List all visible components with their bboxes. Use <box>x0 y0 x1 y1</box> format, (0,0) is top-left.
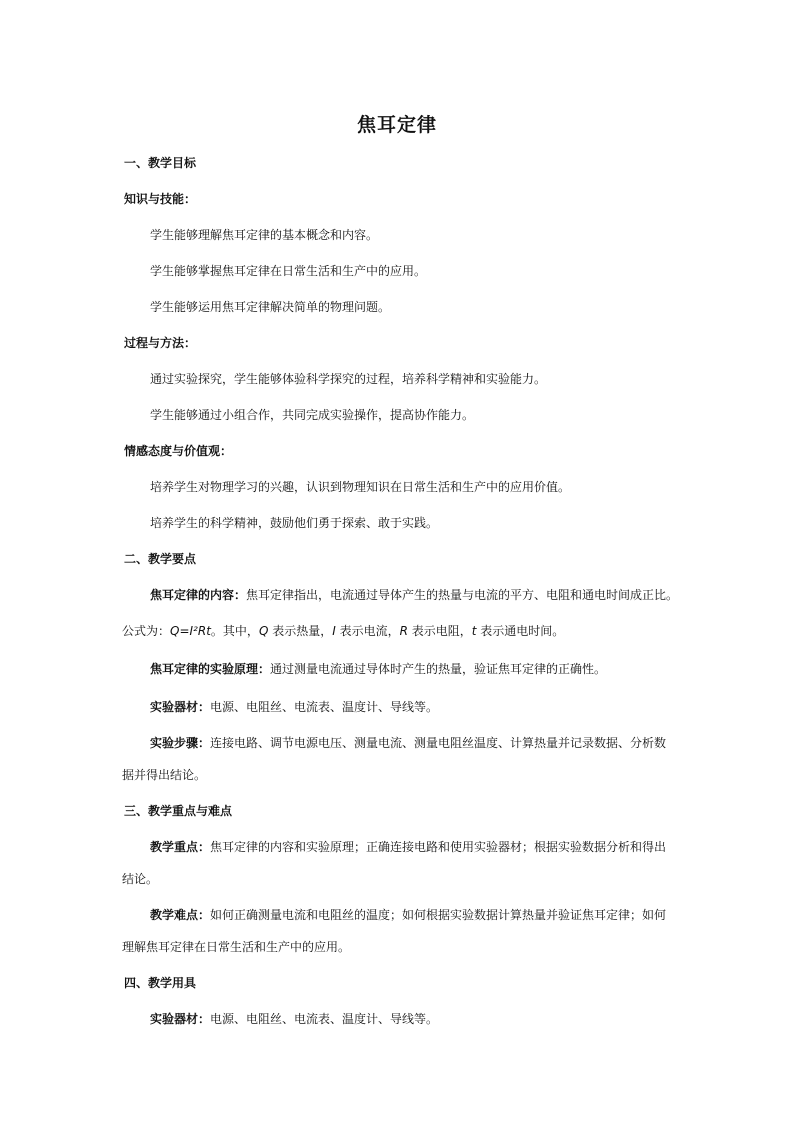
steps-text: 连接电路、调节电源电压、测量电流、测量电阻丝温度、计算热量并记录数据、分析数 <box>210 736 667 750</box>
formula-prefix: 公式为： <box>122 624 171 638</box>
section-heading-tools: 四、教学用具 <box>124 976 197 990</box>
var-q-desc: 表示热量， <box>268 624 333 638</box>
difficult-text: 如何正确测量电流和电阻丝的温度；如何根据实验数据计算热量并验证焦耳定律；如何 <box>210 908 667 922</box>
section-heading-key-points: 二、教学要点 <box>124 552 197 566</box>
section-heading-focus: 三、教学重点与难点 <box>124 804 233 818</box>
key-label: 教学重点： <box>150 840 211 854</box>
principle-label: 焦耳定律的实验原理： <box>150 662 271 676</box>
document-title: 焦耳定律 <box>356 114 437 136</box>
paragraph-principle <box>150 661 606 677</box>
content-text: 焦耳定律指出，电流通过导体产生的热量与电流的平方、电阻和通电时间成正比。 <box>246 588 679 602</box>
principle-text: 通过测量电流通过导体时产生的热量，验证焦耳定律的正确性。 <box>270 662 607 676</box>
paragraph-equipment <box>150 699 438 715</box>
paragraph-content <box>150 587 678 603</box>
key-text-continued: 结论。 <box>122 872 159 886</box>
var-t: t <box>471 624 477 638</box>
subheading-process: 过程与方法： <box>124 336 197 350</box>
attitude-item-1: 培养学生对物理学习的兴趣，认识到物理知识在日常生活和生产中的应用价值。 <box>150 480 571 494</box>
formula: Q=I²Rt <box>170 624 211 638</box>
process-item-1: 通过实验探究，学生能够体验科学探究的过程，培养科学精神和实验能力。 <box>150 372 547 386</box>
difficult-label: 教学难点： <box>150 908 211 922</box>
var-r-desc: 表示电阻， <box>407 624 472 638</box>
knowledge-item-1: 学生能够理解焦耳定律的基本概念和内容。 <box>150 228 379 242</box>
section-heading-objectives: 一、教学目标 <box>124 156 197 170</box>
var-i-desc: 表示电流， <box>335 624 400 638</box>
subheading-attitude: 情感态度与价值观： <box>124 444 233 458</box>
var-r: R <box>399 624 408 638</box>
knowledge-item-3: 学生能够运用焦耳定律解决简单的物理问题。 <box>150 300 391 314</box>
steps-label: 实验步骤： <box>150 736 211 750</box>
attitude-item-2: 培养学生的科学精神，鼓励他们勇于探索、敢于实践。 <box>150 516 439 530</box>
equipment-label: 实验器材： <box>150 700 211 714</box>
formula-suffix: 。其中， <box>210 624 259 638</box>
content-label: 焦耳定律的内容： <box>150 588 247 602</box>
paragraph-key <box>150 839 666 855</box>
key-text: 焦耳定律的内容和实验原理；正确连接电路和使用实验器材；根据实验数据分析和得出 <box>210 840 667 854</box>
difficult-text-continued: 理解焦耳定律在日常生活和生产中的应用。 <box>122 940 351 954</box>
var-i: I <box>332 624 336 638</box>
var-t-desc: 表示通电时间。 <box>476 624 565 638</box>
paragraph-difficult <box>150 907 666 923</box>
var-q: Q <box>258 624 269 638</box>
knowledge-item-2: 学生能够掌握焦耳定律在日常生活和生产中的应用。 <box>150 264 427 278</box>
steps-text-continued: 据并得出结论。 <box>122 768 207 782</box>
subheading-knowledge: 知识与技能： <box>124 192 197 206</box>
tools-equipment-label: 实验器材： <box>150 1012 211 1026</box>
tools-equipment-text: 电源、电阻丝、电流表、温度计、导线等。 <box>210 1012 439 1026</box>
equipment-text: 电源、电阻丝、电流表、温度计、导线等。 <box>210 700 439 714</box>
paragraph-steps <box>150 735 666 751</box>
process-item-2: 学生能够通过小组合作，共同完成实验操作，提高协作能力。 <box>150 408 475 422</box>
paragraph-tools-equipment <box>150 1011 438 1027</box>
paragraph-formula <box>122 623 564 639</box>
